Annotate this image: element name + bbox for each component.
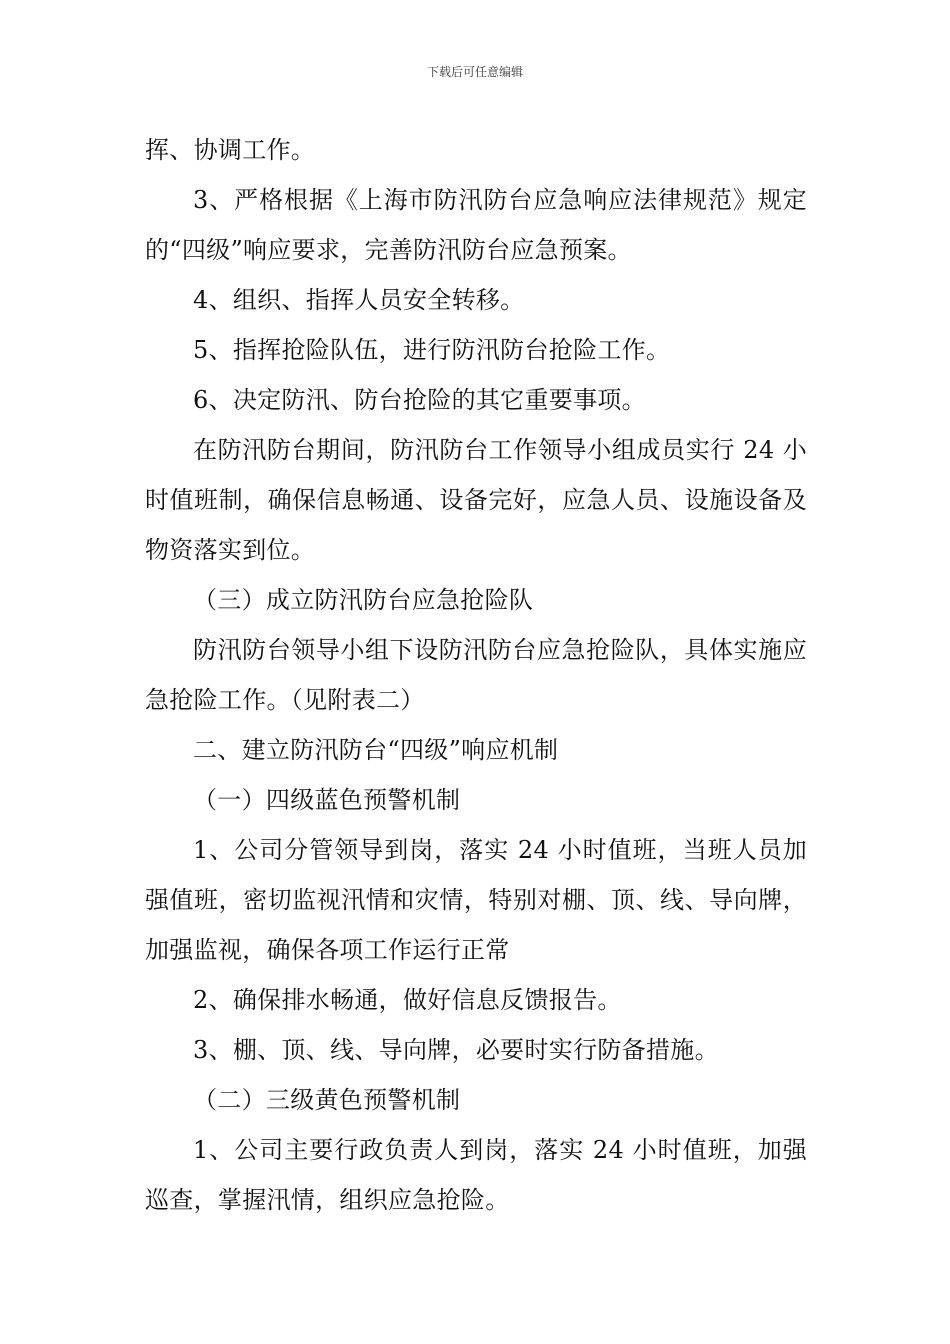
paragraph-continuation: 挥、协调工作。 xyxy=(145,136,316,164)
paragraph-item-4: 4、组织、指挥人员安全转移。 xyxy=(193,286,525,314)
paragraph-blue-item-1: 1、公司分管领导到岗，落实 24 小时值班，当班人员加强值班，密切监视汛情和灾情，特别对棚、顶、线、导向牌，加强监视，确保各项工作运行正常 xyxy=(145,836,807,964)
paragraph-duty-period: 在防汛防台期间，防汛防台工作领导小组成员实行 24 小时值班制，确保信息畅通、设备完好，应急人员、设施设备及物资落实到位。 xyxy=(145,436,807,564)
section-heading-3: （三）成立防汛防台应急抢险队 xyxy=(193,586,534,614)
chapter-heading-2: 二、建立防汛防台“四级”响应机制 xyxy=(193,736,559,764)
paragraph-item-5: 5、指挥抢险队伍，进行防汛防台抢险工作。 xyxy=(193,336,671,364)
paragraph-rescue-team: 防汛防台领导小组下设防汛防台应急抢险队，具体实施应急抢险工作。（见附表二） xyxy=(145,636,807,714)
paragraph-blue-item-3: 3、棚、顶、线、导向牌，必要时实行防备措施。 xyxy=(193,1036,719,1064)
document-body xyxy=(145,125,807,1225)
paragraph-item-3: 3、严格根据《上海市防汛防台应急响应法律规范》规定的“四级”响应要求，完善防汛防台应急预案。 xyxy=(145,186,807,264)
paragraph-item-6: 6、决定防汛、防台抢险的其它重要事项。 xyxy=(193,386,646,414)
page-header: 下载后可任意编辑 xyxy=(426,65,523,79)
paragraph-blue-item-2: 2、确保排水畅通，做好信息反馈报告。 xyxy=(193,986,622,1014)
section-heading-blue: （一）四级蓝色预警机制 xyxy=(193,786,461,814)
paragraph-yellow-item-1: 1、公司主要行政负责人到岗，落实 24 小时值班，加强巡查，掌握汛情，组织应急抢险。 xyxy=(145,1136,807,1214)
section-heading-yellow: （二）三级黄色预警机制 xyxy=(193,1086,461,1114)
